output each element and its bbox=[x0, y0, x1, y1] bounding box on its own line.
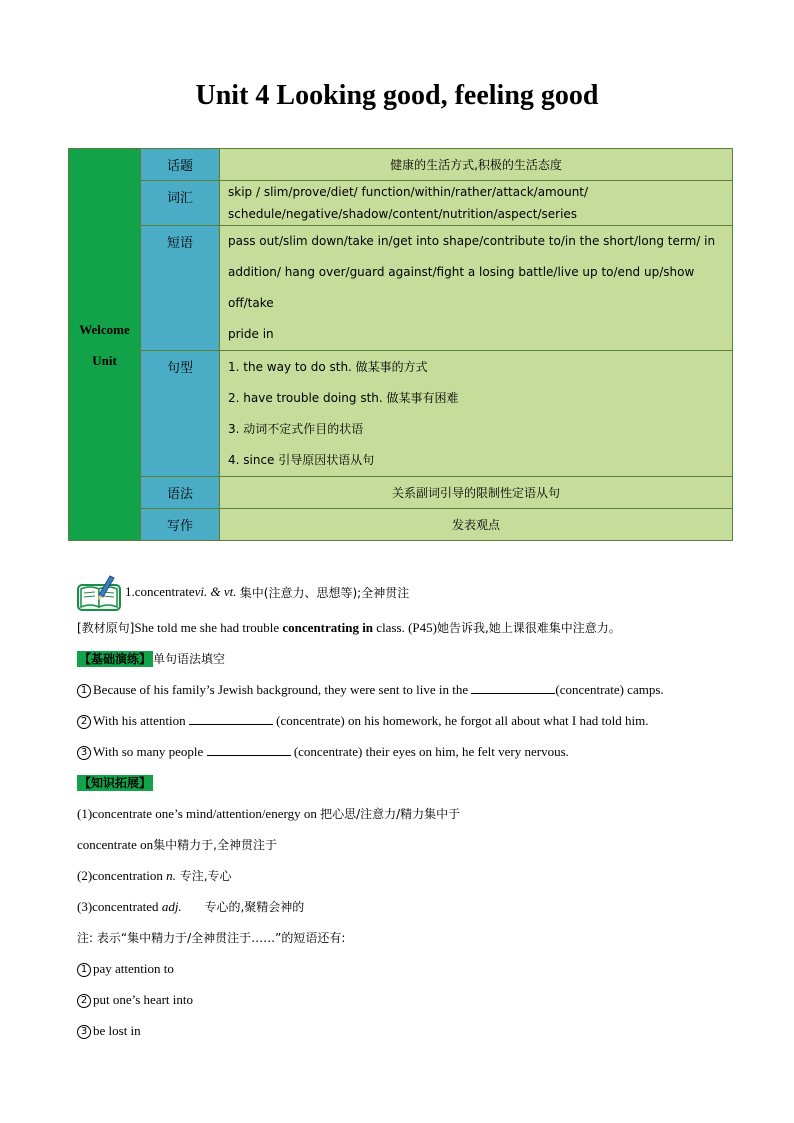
answer-blank[interactable] bbox=[189, 710, 273, 725]
unit-overview-table bbox=[68, 148, 733, 541]
extend-tag: 【知识拓展】 bbox=[79, 776, 152, 790]
category-label: 短语 bbox=[166, 236, 193, 251]
note-line bbox=[77, 922, 727, 953]
content-line: schedule/negative/shadow/content/nutrition/aspect/series bbox=[228, 207, 578, 221]
exercise-item bbox=[77, 674, 727, 705]
extension-item bbox=[77, 860, 727, 891]
exercise-text: Because of his family’s Jewish background, they were sent to live in the bbox=[93, 682, 472, 697]
book-pencil-icon bbox=[77, 573, 121, 611]
item-number: 2 bbox=[77, 715, 91, 729]
word-heading bbox=[77, 572, 727, 612]
content-line: 3. 动词不定式作目的状语 bbox=[228, 421, 364, 436]
note-text: 注: 表示“集中精力于/全神贯注于……”的短语还有: bbox=[77, 931, 346, 945]
exercise-text: With so many people bbox=[93, 744, 207, 759]
content-line: 健康的生活方式,积极的生活态度 bbox=[390, 157, 562, 172]
drill-tag: 【基础演练】 bbox=[79, 652, 152, 666]
extension-item bbox=[77, 829, 727, 860]
exercise-item bbox=[77, 705, 727, 736]
category-label: 语法 bbox=[166, 487, 193, 502]
table-row bbox=[69, 477, 733, 509]
content-cell bbox=[220, 181, 733, 226]
exercise-text: (concentrate) their eyes on him, he felt very nervous. bbox=[290, 744, 569, 759]
unit-label-line: Welcome bbox=[79, 321, 130, 337]
extension-en: concentrate on bbox=[77, 837, 154, 852]
extension-pos: n. bbox=[166, 868, 176, 883]
content-line: pride in bbox=[228, 327, 274, 341]
extension-zh: 把心思/注意力/精力集中于 bbox=[320, 807, 461, 821]
table-row bbox=[69, 351, 733, 477]
vocab-section bbox=[77, 572, 727, 1046]
source-translation: 她告诉我,她上课很难集中注意力。 bbox=[436, 621, 621, 635]
item-number: 3 bbox=[77, 1025, 91, 1039]
content-line: skip / slim/prove/diet/ function/within/rather/attack/amount/ bbox=[228, 185, 589, 199]
extension-pos: adj. bbox=[161, 899, 182, 914]
source-label: [教材原句] bbox=[77, 621, 135, 635]
source-sentence bbox=[77, 612, 727, 643]
content-cell bbox=[220, 477, 733, 509]
extension-zh: 集中精力于,全神贯注于 bbox=[153, 838, 277, 852]
table-row bbox=[69, 226, 733, 351]
extension-zh: 专心的,聚精会神的 bbox=[204, 900, 305, 914]
item-number: 3 bbox=[77, 746, 91, 760]
table-row bbox=[69, 181, 733, 226]
headword: 1.concentrate bbox=[125, 584, 195, 599]
category-cell bbox=[141, 226, 220, 351]
table-row bbox=[69, 509, 733, 541]
content-cell bbox=[220, 149, 733, 181]
extension-en: (1)concentrate one’s mind/attention/energy on bbox=[77, 806, 321, 821]
category-cell bbox=[141, 181, 220, 226]
category-label: 词汇 bbox=[166, 191, 193, 206]
content-cell bbox=[220, 351, 733, 477]
content-line: 4. since 引导原因状语从句 bbox=[228, 452, 375, 467]
content-line: pass out/slim down/take in/get into shape/contribute to/in the short/long term/ in bbox=[228, 234, 716, 248]
table-row bbox=[69, 149, 733, 181]
phrase-item bbox=[77, 984, 727, 1015]
category-cell bbox=[141, 149, 220, 181]
unit-label-cell bbox=[69, 149, 141, 541]
extend-heading bbox=[77, 767, 727, 798]
phrase-item bbox=[77, 953, 727, 984]
content-line: 发表观点 bbox=[451, 517, 500, 532]
phrase-text: put one’s heart into bbox=[93, 992, 194, 1007]
item-number: 2 bbox=[77, 994, 91, 1008]
extension-en: (2)concentration bbox=[77, 868, 167, 883]
headword-meaning: 集中(注意力、思想等);全神贯注 bbox=[239, 585, 410, 600]
item-number: 1 bbox=[77, 963, 91, 977]
source-highlight: concentrating in bbox=[282, 620, 374, 635]
source-text: She told me she had trouble bbox=[134, 620, 283, 635]
extension-item bbox=[77, 798, 727, 829]
exercise-text: (concentrate) camps. bbox=[555, 682, 664, 697]
content-line: addition/ hang over/guard against/fight a losing battle/live up to/end up/show off/take bbox=[228, 265, 695, 310]
exercise-text: (concentrate) on his homework, he forgot all about what I had told him. bbox=[272, 713, 649, 728]
phrase-text: be lost in bbox=[93, 1023, 141, 1038]
content-line: 关系副词引导的限制性定语从句 bbox=[391, 485, 560, 500]
exercise-text: With his attention bbox=[93, 713, 189, 728]
content-line: 2. have trouble doing sth. 做某事有困难 bbox=[228, 390, 459, 405]
extension-item bbox=[77, 891, 727, 922]
extension-en: (3)concentrated bbox=[77, 899, 162, 914]
answer-blank[interactable] bbox=[207, 741, 291, 756]
unit-label-line: Unit bbox=[92, 352, 117, 368]
exercise-item bbox=[77, 736, 727, 767]
source-text: class. (P45) bbox=[373, 620, 437, 635]
drill-title: 单句语法填空 bbox=[153, 652, 226, 666]
category-cell bbox=[141, 477, 220, 509]
category-label: 话题 bbox=[166, 159, 193, 174]
phrase-item bbox=[77, 1015, 727, 1046]
category-label: 句型 bbox=[166, 361, 193, 376]
answer-blank[interactable] bbox=[471, 679, 555, 694]
page-title: Unit 4 Looking good, feeling good bbox=[195, 80, 599, 111]
category-label: 写作 bbox=[166, 519, 193, 534]
phrase-text: pay attention to bbox=[93, 961, 174, 976]
drill-heading bbox=[77, 643, 727, 674]
content-cell bbox=[220, 226, 733, 351]
item-number: 1 bbox=[77, 684, 91, 698]
part-of-speech: vi. & vt. bbox=[194, 584, 237, 599]
content-line: 1. the way to do sth. 做某事的方式 bbox=[228, 359, 428, 374]
content-cell bbox=[220, 509, 733, 541]
category-cell bbox=[141, 351, 220, 477]
extension-zh: 专注,专心 bbox=[175, 869, 232, 883]
category-cell bbox=[141, 509, 220, 541]
